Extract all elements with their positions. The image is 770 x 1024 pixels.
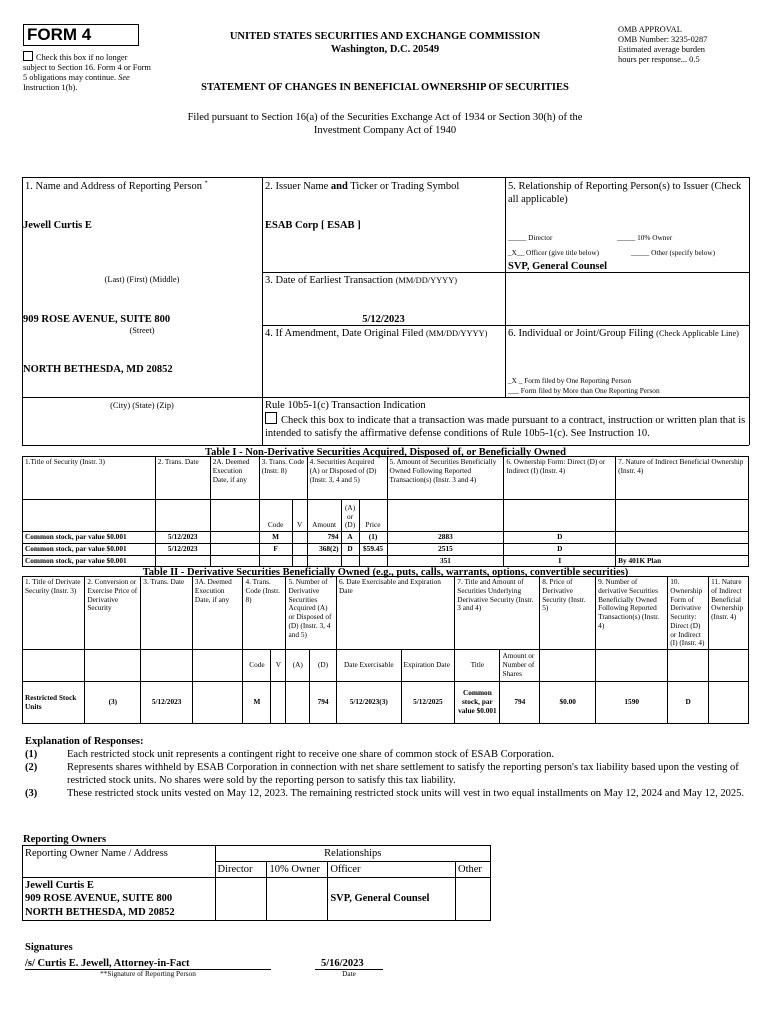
relationship-director: _____ Director bbox=[508, 233, 553, 242]
street-hint: (Street) bbox=[129, 326, 155, 335]
t1-h-code: 3. Trans. Code (Instr. 8) bbox=[259, 457, 307, 500]
relationship-officer: _X__ Officer (give title below) bbox=[508, 248, 600, 257]
box2-label: 2. Issuer Name and Ticker or Trading Symbol bbox=[265, 181, 460, 192]
t2-sub-a: (A) bbox=[286, 650, 310, 682]
officer-title: SVP, General Counsel bbox=[508, 261, 608, 272]
t1-sub-code: Code bbox=[259, 500, 292, 532]
filing-one-person: _X _ Form filed by One Reporting Person bbox=[508, 376, 632, 385]
form-title-box bbox=[23, 24, 139, 46]
table-row: Restricted Stock Units (3) 5/12/2023 M 794 5/12/2023(3) 5/12/2025 Common stock, par value $0.001 794 $0.00 1590 D bbox=[23, 682, 749, 724]
owners-col-ten: 10% Owner bbox=[267, 862, 328, 878]
t2-h-exercisable: 6. Date Exercisable and Expiration Date bbox=[337, 577, 455, 650]
t2-h-code: 4. Trans. Code (Instr. 8) bbox=[243, 577, 286, 650]
t2-sub-code: Code bbox=[243, 650, 271, 682]
table1-title: Table I - Non-Derivative Securities Acquired, Disposed of, or Beneficially Owned bbox=[205, 447, 566, 458]
t1-h-deemed: 2A. Deemed Execution Date, if any bbox=[210, 457, 259, 500]
no-longer-subject: Check this box if no longer subject to Section 16. Form 4 or Form 5 obligations may continue. See Instruction 1(b). bbox=[23, 53, 151, 93]
t1-h-title: 1.Title of Security (Instr. 3) bbox=[23, 457, 156, 500]
owners-table bbox=[22, 845, 491, 921]
t2-sub-title: Title bbox=[455, 650, 500, 682]
owners-col-rel: Relationships bbox=[215, 846, 491, 862]
info-divider-2 bbox=[505, 177, 506, 398]
box3-label: 3. Date of Earliest Transaction (MM/DD/YYYY) bbox=[265, 275, 458, 286]
issuer-name: ESAB Corp [ ESAB ] bbox=[265, 220, 361, 231]
reporting-person-name: Jewell Curtis E bbox=[23, 220, 92, 231]
t1-sub-amount: Amount bbox=[307, 500, 341, 532]
t2-h-nature: 11. Nature of Indirect Beneficial Ownership (Instr. 4) bbox=[709, 577, 749, 650]
explanation-list bbox=[25, 748, 747, 801]
t2-h-form: 10. Ownership Form of Derivative Security: Direct (D) or Indirect (I) (Instr. 4) bbox=[668, 577, 709, 650]
reporting-person-street: 909 ROSE AVENUE, SUITE 800 bbox=[23, 314, 171, 325]
t1-sub-ad: (A) or (D) bbox=[341, 500, 359, 532]
owners-col-officer: Officer bbox=[328, 862, 456, 878]
box5-label: 5. Relationship of Reporting Person(s) to Issuer (Check all applicable) bbox=[508, 181, 742, 206]
t1-h-securities: 4. Securities Acquired (A) or Disposed of (D) (Instr. 3, 4 and 5) bbox=[307, 457, 387, 500]
rule-10b5-checkbox[interactable] bbox=[265, 412, 277, 424]
signatures-heading: Signatures bbox=[25, 942, 73, 953]
table2 bbox=[22, 576, 749, 724]
info-top-border bbox=[22, 177, 749, 178]
filed-pursuant: Filed pursuant to Section 16(a) of the Securities Exchange Act of 1934 or Section 30(h) of the Investment Company Act of 1940 bbox=[187, 112, 583, 137]
rule-10b5-label: Rule 10b5-1(c) Transaction Indication bbox=[265, 400, 426, 411]
agency-name: UNITED STATES SECURITIES AND EXCHANGE COMMISSION bbox=[229, 31, 541, 42]
list-item: (3) These restricted stock units vested on May 12, 2023. The remaining restricted stock units will vest in two equal installments on May 12, 2024 and May 12, 2025. bbox=[25, 788, 744, 800]
table-row: Common stock, par value $0.001 351 I By 401K Plan bbox=[23, 555, 749, 567]
t1-h-ownership: 6. Ownership Form: Direct (D) or Indirect (I) (Instr. 4) bbox=[504, 457, 616, 500]
reporting-person-city: NORTH BETHESDA, MD 20852 bbox=[23, 364, 173, 375]
info-divider-1 bbox=[262, 177, 263, 445]
t2-h-underlying: 7. Title and Amount of Securities Underlying Derivative Security (Instr. 3 and 4) bbox=[455, 577, 540, 650]
t2-h-conversion: 2. Conversion or Exercise Price of Derivative Security bbox=[85, 577, 141, 650]
name-hint: (Last) (First) (Middle) bbox=[104, 275, 180, 284]
owners-col-other: Other bbox=[456, 862, 491, 878]
t2-h-title: 1. Title of Derivate Security (Instr. 3) bbox=[23, 577, 85, 650]
agency-location: Washington, D.C. 20549 bbox=[330, 44, 440, 55]
t2-h-price: 8. Price of Derivative Security (Instr. 5) bbox=[540, 577, 596, 650]
explanation-heading: Explanation of Responses: bbox=[25, 736, 144, 747]
info-box3-top bbox=[262, 272, 505, 273]
table-row: Common stock, par value $0.001 5/12/2023 F 368(2) D $59.45 2515 D bbox=[23, 543, 749, 555]
form-title: FORM 4 bbox=[27, 25, 92, 44]
rule-10b5-text: Check this box to indicate that a transaction was made pursuant to a contract, instruction or written plan that is intended to satisfy the affirmative defense conditions of Rule 10b5-1(c). See Instruction 10. bbox=[265, 412, 747, 440]
t2-h-owned: 9. Number of derivative Securities Beneficially Owned Following Reported Transaction(s) (Instr. 4) bbox=[596, 577, 668, 650]
info-right-border bbox=[749, 177, 750, 445]
signature-caption: **Signature of Reporting Person bbox=[100, 969, 196, 978]
t1-sub-price: Price bbox=[359, 500, 387, 532]
list-item: (2) Represents shares withheld by ESAB Corporation in connection with net share settlement to satisfy the reporting person's tax liability based upon the vesting of restricted stock units. No shares were sold by the reporting person to satisfy this tax liability. bbox=[25, 762, 739, 787]
table-row: Jewell Curtis E 909 ROSE AVENUE, SUITE 800 NORTH BETHESDA, MD 20852 SVP, General Counsel bbox=[23, 878, 491, 920]
table2-title: Table II - Derivative Securities Beneficially Owned (e.g., puts, calls, warrants, options, convertible securities) bbox=[142, 567, 629, 578]
statement-title: STATEMENT OF CHANGES IN BENEFICIAL OWNERSHIP OF SECURITIES bbox=[201, 82, 569, 93]
t1-h-nature: 7. Nature of Indirect Beneficial Ownership (Instr. 4) bbox=[616, 457, 749, 500]
city-hint: (City) (State) (Zip) bbox=[110, 401, 174, 410]
box4-label: 4. If Amendment, Date Original Filed (MM/DD/YYYY) bbox=[265, 328, 488, 339]
t1-sub-v: V bbox=[292, 500, 307, 532]
t2-h-number: 5. Number of Derivative Securities Acquired (A) or Disposed of (D) (Instr. 3, 4 and 5) bbox=[286, 577, 337, 650]
t1-h-amount: 5. Amount of Securities Beneficially Owned Following Reported Transaction(s) (Instr. 3 and 4) bbox=[387, 457, 504, 500]
signature-date: 5/16/2023 bbox=[321, 958, 364, 969]
earliest-transaction-date: 5/12/2023 bbox=[362, 314, 405, 325]
relationship-ten-percent: _____ 10% Owner bbox=[617, 233, 673, 242]
owners-heading: Reporting Owners bbox=[23, 834, 107, 845]
box1-label: 1. Name and Address of Reporting Person * bbox=[25, 180, 208, 192]
table-row: Common stock, par value $0.001 5/12/2023 M 794 A (1) 2883 D bbox=[23, 532, 749, 544]
relationship-other: _____ Other (specify below) bbox=[631, 248, 716, 257]
filing-more-persons: ___ Form filed by More than One Reporting Person bbox=[508, 386, 660, 395]
table1 bbox=[22, 456, 749, 567]
t2-sub-d: (D) bbox=[310, 650, 337, 682]
t1-h-date: 2. Trans. Date bbox=[155, 457, 210, 500]
omb-approval: OMB APPROVAL OMB Number: 3235-0287 Estimated average burden hours per response... 0.5 bbox=[618, 25, 708, 65]
info-rule-line bbox=[22, 397, 749, 398]
no-longer-subject-checkbox[interactable] bbox=[23, 51, 33, 61]
signer-name: /s/ Curtis E. Jewell, Attorney-in-Fact bbox=[25, 958, 190, 969]
t2-sub-v: V bbox=[271, 650, 286, 682]
t2-h-date: 3. Trans. Date bbox=[141, 577, 193, 650]
owners-col-name: Reporting Owner Name / Address bbox=[23, 846, 216, 878]
t2-sub-amount: Amount or Number of Shares bbox=[500, 650, 540, 682]
box6-label: 6. Individual or Joint/Group Filing (Check Applicable Line) bbox=[508, 328, 739, 339]
list-item: (1) Each restricted stock unit represents a contingent right to receive one share of common stock of ESAB Corporation. bbox=[25, 749, 554, 760]
t2-sub-expiration: Expiration Date bbox=[401, 650, 455, 682]
t2-sub-exercisable: Date Exercisable bbox=[337, 650, 402, 682]
t2-h-deemed: 3A. Deemed Execution Date, if any bbox=[192, 577, 243, 650]
owners-col-director: Director bbox=[215, 862, 267, 878]
date-caption: Date bbox=[342, 969, 356, 978]
